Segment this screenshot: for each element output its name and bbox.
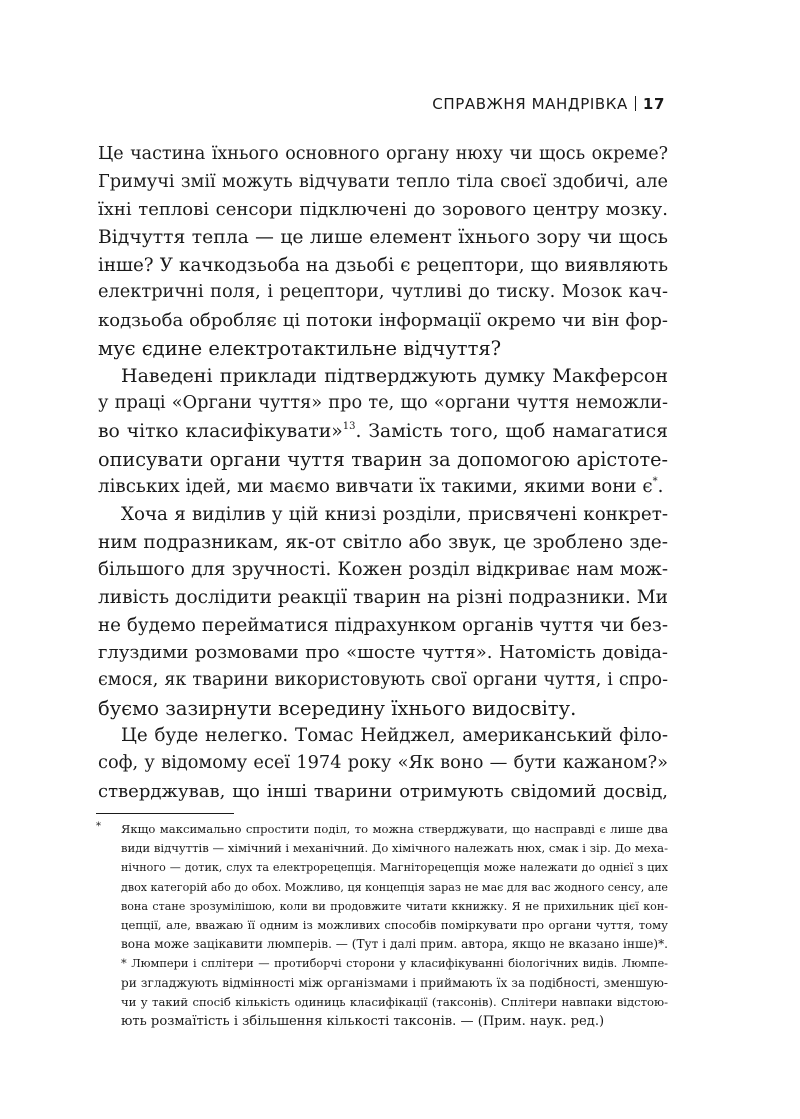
- footnote-line: [96, 820, 668, 839]
- footnote-marker: *: [96, 821, 101, 832]
- text-line: описувати органи чуття тварин за допомогою арістоте-: [98, 447, 668, 471]
- footnote-line: двох категорій або до обох. Можливо, ця концепція зараз не має для вас жодного сенсу, але: [121, 880, 668, 894]
- text-line: буємо зазирнути всередину їхнього видосвіту.: [98, 696, 577, 720]
- footnote-line: вона стане зрозумілішою, коли ви продовжите читати ккнижку. Я не прихильник цієї кон-: [121, 899, 668, 913]
- chapter-title: СПРАВЖНЯ МАНДРІВКА: [432, 95, 628, 113]
- text-line: Хоча я виділив у цій книзі розділи, присвячені конкрет-: [121, 503, 668, 525]
- body-text: [98, 141, 668, 806]
- text-fragment: .: [657, 476, 664, 498]
- footnote-line: * Люмпери і сплітери — протиборчі сторони у класифікуванні біологічних видів. Люмпе-: [121, 956, 668, 971]
- footnotes: [96, 820, 668, 1031]
- footnote-line: ють розмаїтість і збільшення кількості таксонів. — (Прим. наук. ред.): [121, 1013, 605, 1029]
- text-line: кодзьоба обробляє ці потоки інформації окремо чи він фор-: [98, 310, 668, 332]
- text-line: [98, 473, 668, 501]
- text-line: Наведені приклади підтверджують думку Макферсон: [121, 364, 668, 387]
- footnote-line: вона може зацікавити люмперів. — (Тут і далі прим. автора, якщо не вказано інше)*.: [121, 937, 668, 952]
- text-line: Це буде нелегко. Томас Нейджел, американський філо-: [121, 725, 668, 747]
- text-line: у праці «Органи чуття» про те, що «органи чуття неможли-: [98, 393, 668, 414]
- text-line: ним подразникам, як-от світло або звук, це зроблено зде-: [98, 531, 668, 553]
- text-line: не будемо перейматися підрахунком органів чуття чи без-: [98, 614, 668, 636]
- text-line: мує єдине електротактильне відчуття?: [98, 336, 502, 360]
- footnote-line: чи у такий спосіб кількість одиниць класифікації (таксонів). Сплітери навпаки відстою-: [121, 994, 668, 1009]
- text-fragment: во чітко класифікувати»: [98, 420, 343, 442]
- text-line: глуздими розмовами про «шосте чуття». Натомість довіда-: [98, 642, 668, 664]
- text-fragment: лівських ідей, ми маємо вивчати їх такими, якими вони є: [98, 476, 653, 498]
- text-line: їхні теплові сенсори підключені до зорового центру мозку.: [98, 199, 668, 221]
- footnote-line: цепції, але, вважаю її одним із можливих способів поміркувати про органи чуття, тому: [121, 917, 668, 932]
- text-line: електричні поля, і рецептори, чутливі до тиску. Мозок кач-: [98, 282, 668, 303]
- running-header: [432, 95, 665, 113]
- endnote-reference: 13: [342, 420, 356, 432]
- footnote-text: Якщо максимально спростити поділ, то можна стверджувати, що насправді є лише два: [121, 822, 668, 836]
- footnote-line: ри згладжують відмінності між організмами і приймають їх за подібності, зменшую-: [121, 975, 668, 990]
- header-divider: [635, 96, 636, 111]
- text-line: соф, у відомому есеї 1974 року «Як воно — бути кажаном?»: [98, 753, 668, 774]
- page-number: 17: [642, 95, 665, 113]
- text-line: інше? У качкодзьоба на дзьобі є рецептори, що виявляють: [98, 254, 668, 276]
- footnote-line: нічного — дотик, слух та електрорецепція. Магніторецепція може належати до однієї з цих: [121, 861, 668, 875]
- text-line: Це частина їхнього основного органу нюху чи щось окреме?: [98, 144, 668, 164]
- footnote-line: види відчуттів — хімічний і механічний. До хімічного належать нюх, смак і зір. До меха-: [121, 841, 668, 856]
- text-line: [98, 418, 668, 446]
- text-line: Гримучі змії можуть відчувати тепло тіла своєї здобичі, але: [98, 171, 668, 192]
- text-line: ємося, як тварини використовують свої органи чуття, і спро-: [98, 670, 668, 691]
- text-line: стверджував, що інші тварини отримують свідомий досвід,: [98, 780, 668, 802]
- text-fragment: . Замість того, щоб намагатися: [355, 420, 668, 442]
- footnote-reference: *: [652, 476, 658, 488]
- text-line: ливість дослідити реакції тварин на різні подразники. Ми: [98, 587, 668, 608]
- text-line: Відчуття тепла — це лише елемент їхнього зору чи щось: [98, 227, 668, 249]
- footnote-divider: [96, 813, 234, 814]
- text-line: більшого для зручності. Кожен розділ відкриває нам мож-: [98, 559, 668, 581]
